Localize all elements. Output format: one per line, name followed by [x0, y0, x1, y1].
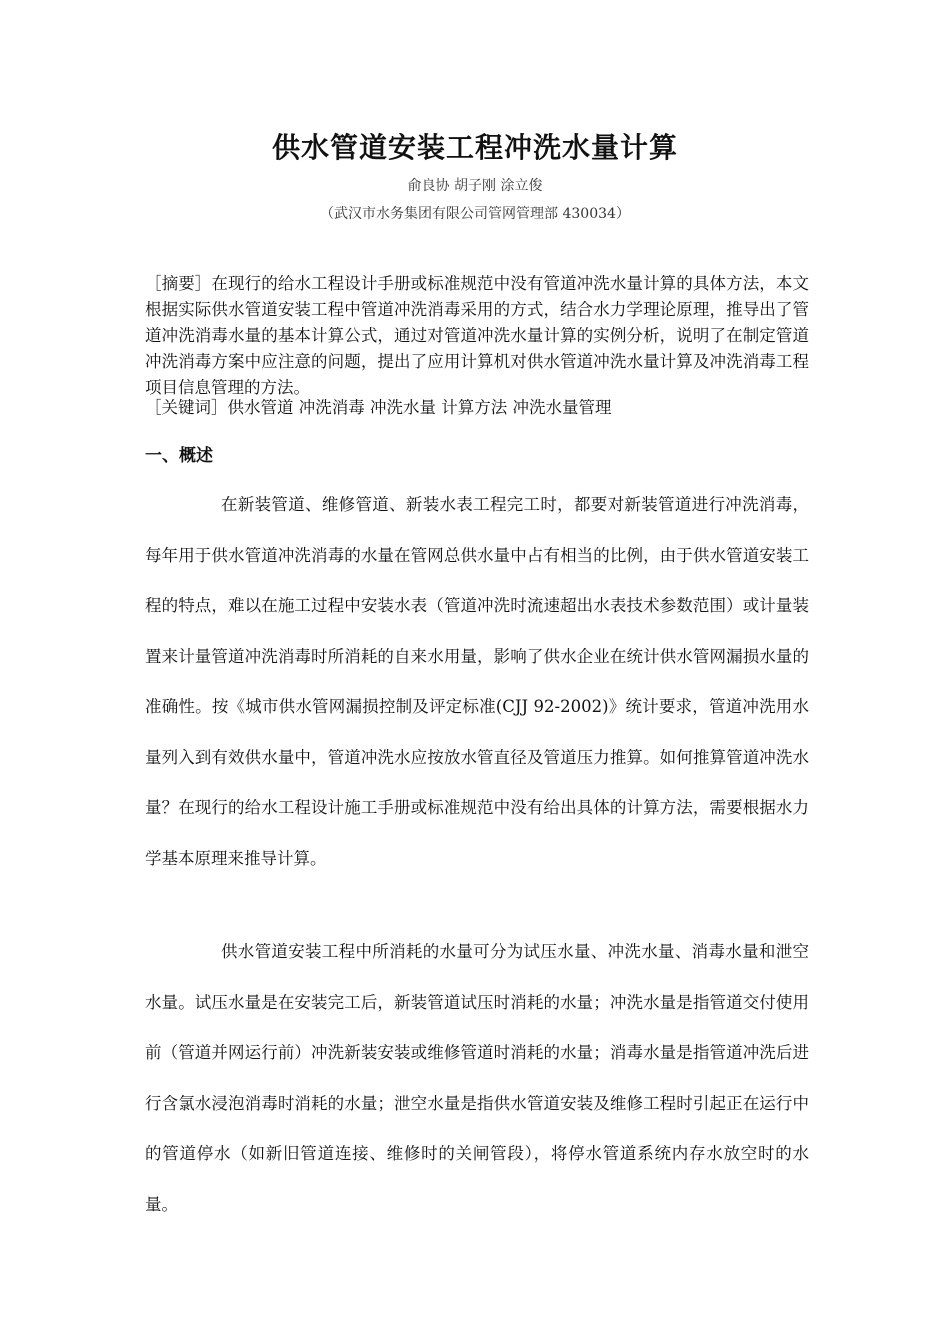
body-paragraph: 供水管道安装工程中所消耗的水量可分为试压水量、冲洗水量、消毒水量和泄空水量。试压水量是在安装完工后，新装管道试压时消耗的水量；冲洗水量是指管道交付使用前（管道并网运行前）冲洗新装安装或维修管道时消耗的水量；消毒水量是指管道冲洗后进行含氯水浸泡消毒时消耗的水量；泄空水量是指供水管道安装及维修工程时引起正在运行中的管道停水（如新旧管道连接、维修时的关闸管段），将停水管道系统内存水放空时的水量。 — [145, 942, 809, 1214]
section-heading-overview: 一、概述 — [145, 446, 213, 466]
keywords: ［关键词］供水管道 冲洗消毒 冲洗水量 计算方法 冲洗水量管理 — [145, 398, 612, 417]
document-affiliation: （武汉市水务集团有限公司管网管理部 430034） — [320, 206, 630, 222]
abstract: ［摘要］在现行的给水工程设计手册或标准规范中没有管道冲洗水量计算的具体方法，本文根据实际供水管道安装工程中管道冲洗消毒采用的方式，结合水力学理论原理，推导出了管道冲洗消毒水量的基本计算公式，通过对管道冲洗水量计算的实例分析，说明了在制定管道冲洗消毒方案中应注意的问题，提出了应用计算机对供水管道冲洗水量计算及冲洗消毒工程项目信息管理的方法。 — [145, 274, 809, 397]
document-title: 供水管道安装工程冲洗水量计算 — [271, 131, 678, 164]
body-paragraph: 在新装管道、维修管道、新装水表工程完工时，都要对新装管道进行冲洗消毒，每年用于供水管道冲洗消毒的水量在管网总供水量中占有相当的比例，由于供水管道安装工程的特点，难以在施工过程中安装水表（管道冲洗时流速超出水表技术参数范围）或计量装置来计量管道冲洗消毒时所消耗的自来水用量，影响了供水企业在统计供水管网漏损水量的准确性。按《城市供水管网漏损控制及评定标准(CJJ 92-2002)》统计要求，管道冲洗用水量列入到有效供水量中，管道冲洗水应按放水管直径及管道压力推算。如何推算管道冲洗水量？在现行的给水工程设计施工手册或标准规范中没有给出具体的计算方法，需要根据水力学基本原理来推导计算。 — [145, 495, 809, 868]
document-authors: 俞良协 胡子刚 涂立俊 — [407, 178, 543, 194]
